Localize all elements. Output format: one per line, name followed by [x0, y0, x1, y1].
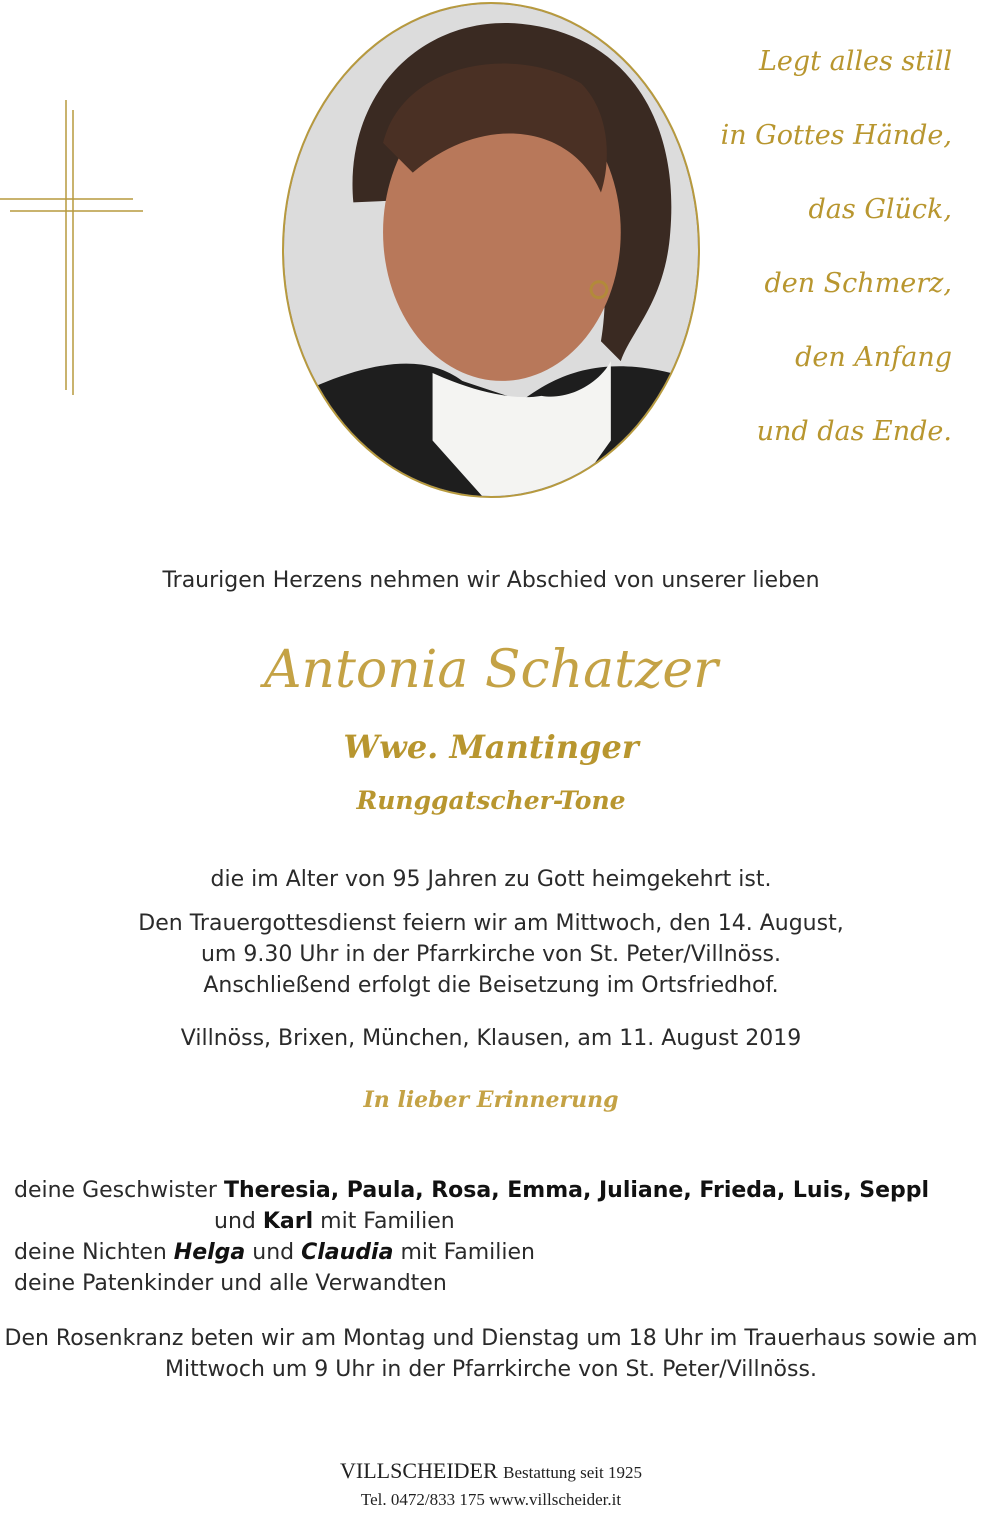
poem-line: das Glück,	[808, 194, 952, 225]
rosary-line: Den Rosenkranz beten wir am Montag und Dienstag um 18 Uhr im Trauerhaus sowie am	[4, 1326, 978, 1351]
poem	[652, 40, 952, 484]
siblings-line-2	[14, 1206, 964, 1237]
poem-line: in Gottes Hände,	[720, 120, 952, 151]
nieces-suffix: mit Familien	[393, 1240, 535, 1265]
funeral-mass-info	[0, 908, 982, 1001]
godchildren-line: deine Patenkinder und alle Verwandten	[14, 1271, 447, 1296]
cross-icon	[0, 100, 150, 395]
portrait-photo	[282, 2, 700, 498]
nieces-line	[14, 1237, 964, 1268]
nieces-and: und	[245, 1240, 302, 1265]
rosary-line: Mittwoch um 9 Uhr in der Pfarrkirche von St. Peter/Villnöss.	[165, 1357, 817, 1382]
poem-line: den Anfang	[795, 342, 952, 373]
mass-line: Anschließend erfolgt die Beisetzung im Ortsfriedhof.	[203, 973, 779, 998]
deceased-name: Antonia Schatzer	[263, 640, 719, 700]
house-name: Runggatscher-Tone	[356, 786, 626, 815]
rosary-info	[0, 1323, 982, 1385]
place-date: Villnöss, Brixen, München, Klausen, am 11. August 2019	[180, 1026, 802, 1051]
company-tagline: Bestattung seit 1925	[503, 1463, 642, 1482]
funeral-home	[0, 1458, 982, 1484]
siblings-last: Karl	[262, 1209, 314, 1234]
intro-text: Traurigen Herzens nehmen wir Abschied von unserer lieben	[162, 568, 820, 593]
remembrance-heading: In lieber Erinnerung	[363, 1087, 619, 1113]
widow-of: Wwe. Mantinger	[343, 728, 639, 766]
company-contact: Tel. 0472/833 175 www.villscheider.it	[360, 1490, 622, 1509]
poem-line: Legt alles still	[758, 46, 952, 77]
poem-line: den Schmerz,	[764, 268, 952, 299]
siblings-prefix: deine Geschwister	[14, 1178, 224, 1203]
nieces-prefix: deine Nichten	[14, 1240, 174, 1265]
niece-name: Claudia	[301, 1240, 394, 1265]
siblings-names: Theresia, Paula, Rosa, Emma, Juliane, Frieda, Luis, Seppl	[223, 1178, 930, 1203]
mass-line: um 9.30 Uhr in der Pfarrkirche von St. Peter/Villnöss.	[200, 942, 782, 967]
siblings-line	[14, 1175, 964, 1206]
siblings-and: und	[214, 1209, 263, 1234]
niece-name: Helga	[173, 1240, 246, 1265]
poem-line: und das Ende.	[756, 416, 952, 447]
company-name: VILLSCHEIDER	[340, 1458, 498, 1483]
siblings-suffix: mit Familien	[313, 1209, 455, 1234]
mass-line: Den Trauergottesdienst feiern wir am Mittwoch, den 14. August,	[138, 911, 844, 936]
age-line: die im Alter von 95 Jahren zu Gott heimgekehrt ist.	[210, 867, 772, 892]
family-list	[14, 1175, 964, 1299]
